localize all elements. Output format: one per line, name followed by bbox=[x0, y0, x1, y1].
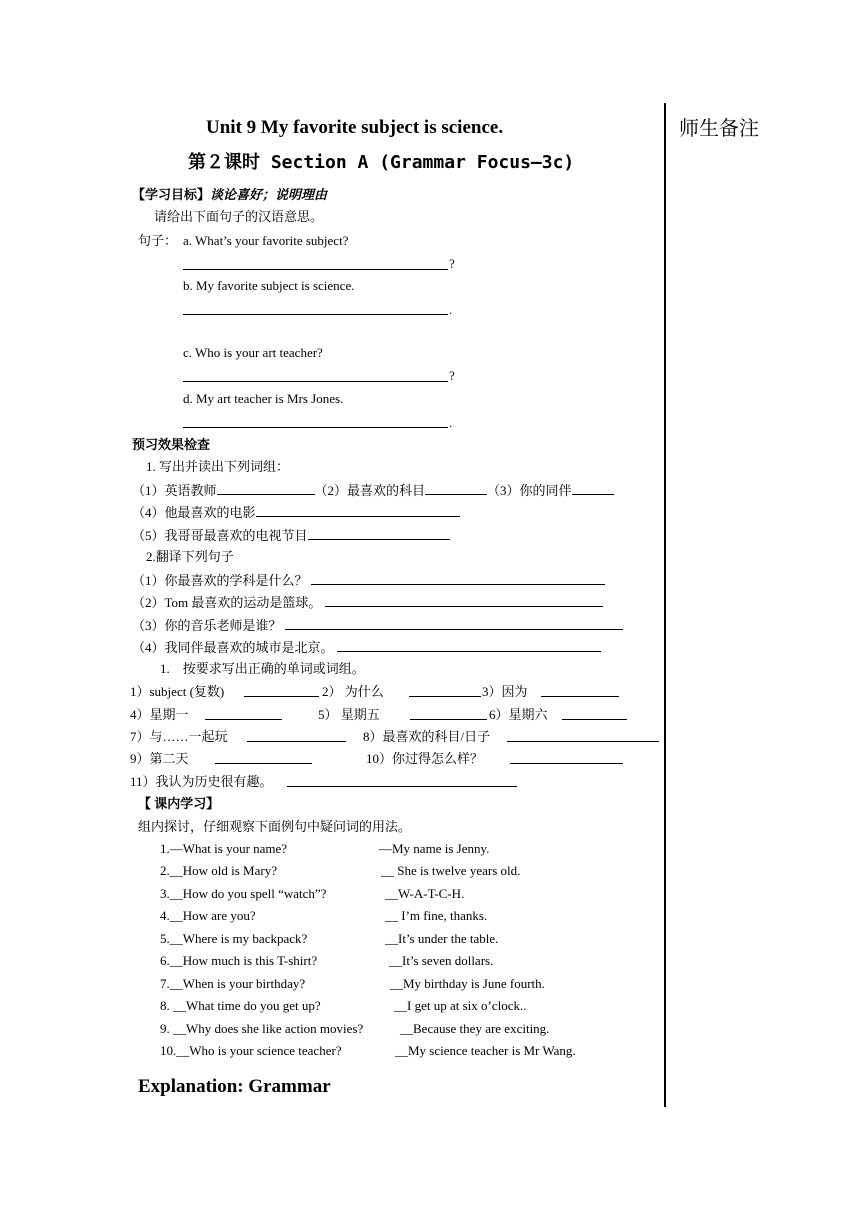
task3-a1: 1）subject (复数) bbox=[130, 684, 225, 699]
task3-title: 1. 按要求写出正确的单词或词组。 bbox=[160, 661, 365, 676]
qa-answer: __It’s under the table. bbox=[385, 931, 499, 946]
sentences-label: 句子： bbox=[138, 233, 178, 248]
qa-question: 4.__How are you? bbox=[160, 908, 256, 923]
page-title: Unit 9 My favorite subject is science. bbox=[206, 117, 504, 138]
objective-line bbox=[132, 187, 327, 203]
answer-end-b: . bbox=[449, 302, 453, 317]
task3-b2: 5） 星期五 bbox=[318, 707, 380, 722]
sentence-c: c. Who is your art teacher? bbox=[183, 345, 323, 360]
task2-row-1 bbox=[132, 572, 605, 589]
preview-check-heading: 预习效果检查 bbox=[132, 437, 211, 452]
qa-question: 3.__How do you spell “watch”? bbox=[160, 886, 327, 901]
answer-end-a: ? bbox=[449, 256, 455, 271]
blank[interactable] bbox=[311, 572, 605, 585]
blank[interactable] bbox=[409, 696, 481, 697]
task3-b1: 4）星期一 bbox=[130, 707, 189, 722]
objective-text: 谈论喜好；说明理由 bbox=[210, 187, 328, 202]
explanation-heading: Explanation: Grammar bbox=[138, 1076, 331, 1097]
sentence-b: b. My favorite subject is science. bbox=[183, 278, 355, 293]
blank[interactable] bbox=[287, 786, 517, 787]
task2-item: （1）你最喜欢的学科是什么？ bbox=[132, 573, 308, 588]
blank[interactable] bbox=[425, 482, 487, 495]
answer-end-c: ? bbox=[449, 368, 455, 383]
qa-question: 9. __Why does she like action movies? bbox=[160, 1021, 364, 1036]
group-instruction: 组内探讨，仔细观察下面例句中疑问词的用法。 bbox=[138, 819, 412, 834]
qa-answer: __It’s seven dollars. bbox=[389, 953, 494, 968]
answer-line-b[interactable] bbox=[183, 314, 448, 315]
blank[interactable] bbox=[256, 504, 460, 517]
translate-instruction: 请给出下面句子的汉语意思。 bbox=[154, 209, 324, 224]
qa-question: 10.__Who is your science teacher? bbox=[160, 1043, 342, 1058]
blank[interactable] bbox=[541, 696, 619, 697]
task1-item-2: （2）最喜欢的科目 bbox=[314, 483, 426, 498]
task1-item-4: （4）他最喜欢的电影 bbox=[132, 505, 256, 520]
qa-question: 6.__How much is this T-shirt? bbox=[160, 953, 318, 968]
task2-title: 2.翻译下列句子 bbox=[146, 549, 234, 564]
qa-answer: __My birthday is June fourth. bbox=[390, 976, 545, 991]
task1-row-1 bbox=[132, 482, 614, 499]
task2-item: （3）你的音乐老师是谁？ bbox=[132, 618, 282, 633]
task1-title: 1. 写出并读出下列词组： bbox=[146, 459, 290, 474]
qa-question: 5.__Where is my backpack? bbox=[160, 931, 308, 946]
blank[interactable] bbox=[337, 639, 601, 652]
qa-answer: __My science teacher is Mr Wang. bbox=[395, 1043, 576, 1058]
answer-line-d[interactable] bbox=[183, 427, 448, 428]
blank[interactable] bbox=[247, 741, 346, 742]
task3-d1: 9）第二天 bbox=[130, 751, 189, 766]
sentence-d: d. My art teacher is Mrs Jones. bbox=[183, 391, 344, 406]
blank[interactable] bbox=[562, 719, 627, 720]
task3-b3: 6）星期六 bbox=[489, 707, 548, 722]
blank[interactable] bbox=[205, 719, 282, 720]
task3-c2: 8）最喜欢的科目/日子 bbox=[363, 729, 491, 744]
task1-item-3: （3）你的同伴 bbox=[487, 483, 572, 498]
task3-d2: 10）你过得怎么样？ bbox=[366, 751, 484, 766]
sentence-a: a. What’s your favorite subject? bbox=[183, 233, 349, 248]
qa-question: 2.__How old is Mary? bbox=[160, 863, 277, 878]
column-divider bbox=[664, 103, 666, 1107]
qa-answer: __ I’m fine, thanks. bbox=[385, 908, 488, 923]
task1-row-2 bbox=[132, 504, 460, 521]
task3-e1: 11）我认为历史很有趣。 bbox=[130, 774, 273, 789]
task2-row-2 bbox=[132, 594, 603, 611]
qa-answer: __W-A-T-C-H. bbox=[385, 886, 465, 901]
blank[interactable] bbox=[215, 763, 312, 764]
qa-question: 1.—What is your name? bbox=[160, 841, 288, 856]
qa-answer: __I get up at six o’clock.. bbox=[394, 998, 527, 1013]
qa-question: 7.__When is your birthday? bbox=[160, 976, 306, 991]
task1-row-3 bbox=[132, 527, 450, 544]
task3-a3: 3）因为 bbox=[482, 684, 528, 699]
task2-row-4 bbox=[132, 639, 601, 656]
blank[interactable] bbox=[510, 763, 623, 764]
qa-answer: —My name is Jenny. bbox=[379, 841, 490, 856]
task2-item: （4）我同伴最喜欢的城市是北京。 bbox=[132, 640, 334, 655]
task3-a2: 2） 为什么 bbox=[322, 684, 384, 699]
answer-end-d: . bbox=[449, 415, 453, 430]
lesson-subtitle: 第２课时 Section A (Grammar Focus—3c) bbox=[188, 152, 575, 173]
qa-answer: __ She is twelve years old. bbox=[381, 863, 521, 878]
blank[interactable] bbox=[308, 527, 450, 540]
blank[interactable] bbox=[410, 719, 487, 720]
task2-item: （2）Tom 最喜欢的运动是篮球。 bbox=[132, 595, 322, 610]
blank[interactable] bbox=[507, 741, 659, 742]
blank[interactable] bbox=[285, 617, 623, 630]
blank[interactable] bbox=[244, 696, 319, 697]
task1-item-1: （1）英语教师 bbox=[132, 483, 217, 498]
task2-row-3 bbox=[132, 617, 623, 634]
objective-label: 【学习目标】 bbox=[132, 187, 211, 202]
answer-line-a[interactable] bbox=[183, 269, 448, 270]
qa-answer: __Because they are exciting. bbox=[400, 1021, 550, 1036]
side-note-header: 师生备注 bbox=[679, 116, 759, 140]
qa-question: 8. __What time do you get up? bbox=[160, 998, 321, 1013]
class-study-heading: 【 课内学习】 bbox=[138, 796, 220, 811]
answer-line-c[interactable] bbox=[183, 381, 448, 382]
blank[interactable] bbox=[217, 482, 315, 495]
task1-item-5: （5）我哥哥最喜欢的电视节目 bbox=[132, 528, 308, 543]
blank[interactable] bbox=[572, 482, 614, 495]
blank[interactable] bbox=[325, 594, 603, 607]
task3-c1: 7）与……一起玩 bbox=[130, 729, 228, 744]
